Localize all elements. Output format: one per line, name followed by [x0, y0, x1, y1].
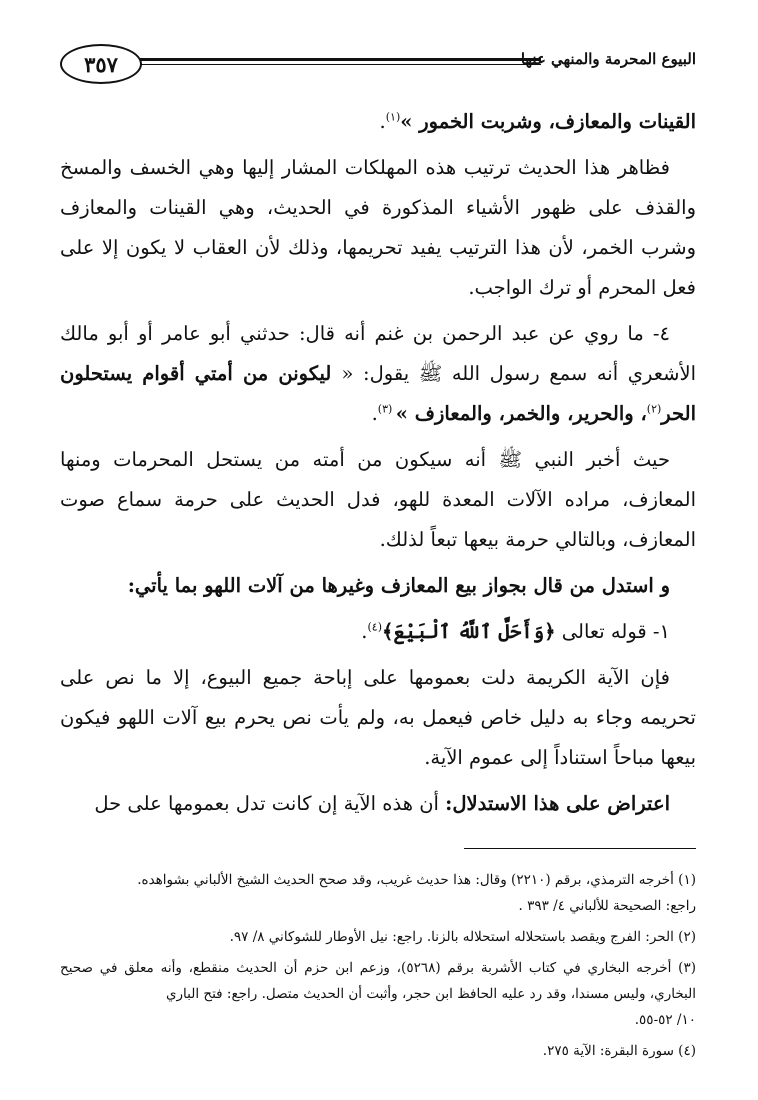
page-number: ٣٥٧	[60, 44, 142, 84]
hadith-text: القينات والمعازف، وشربت الخمور »	[400, 110, 696, 133]
footnote-separator	[464, 848, 696, 849]
paragraph-8: اعتراض على هذا الاستدلال: أن هذه الآية إن كانت تدل بعمومها على حل	[94, 792, 670, 815]
paragraph-3: ٤- ما روي عن عبد الرحمن بن غنم أنه قال: حدثني أبو عامر أو أبو مالك الأشعري أنه سمع رسول الله ﷺ يقول: « ليكونن من أمتي أقوام يستحلون الحر$^{(٢)}$، والحرير، والخمر، والمعازف » $^{(٣)}$.	[60, 322, 697, 425]
footnote-3: (٣) أخرجه البخاري في كتاب الأشربة برقم (٥٢٦٨)، وزعم ابن حزم أن الحديث منقطع، وأنه معلق في صحيح البخاري، وليس مسندا، وقد رد عليه الحافظ ابن حجر، وأثبت أن الحديث متصل. راجع: فتح الباري ١٠/ ٥٢-٥٥.	[60, 960, 696, 1028]
footnote-ref-3: (٣)	[377, 402, 396, 416]
footnote-ref-1: (١)	[385, 110, 401, 124]
header-rule	[130, 58, 541, 65]
book-page	[60, 38, 696, 1100]
footnote-1: (١) أخرجه الترمذي، برقم (٢٢١٠) وقال: هذا حديث غريب، وقد صحح الحديث الشيخ الألباني بشواهده. راجع: الصحيحة للألباني ٤/ ٣٩٣ .	[137, 872, 696, 914]
paragraph-1: القينات والمعازف، وشربت الخمور »$^{(١)}$.	[379, 110, 696, 133]
hadith-quote: ليكونن من أمتي أقوام يستحلون الحر	[60, 362, 696, 425]
paragraph-2: فظاهر هذا الحديث ترتيب هذه المهلكات المشار إليها وهي الخسف والمسخ والقذف على ظهور الأشياء المذكورة في الحديث، وهي القينات والمعازف وشرب الخمر، لأن هذا الترتيب يفيد تحريمها، وذلك لأن العقاب لا يكون إلا على فعل المحرم أو ترك الواجب.	[60, 156, 696, 299]
section-heading: و استدل من قال بجواز بيع المعازف وغيرها من آلات اللهو بما يأتي:	[127, 574, 670, 597]
footnote-2: (٢) الحر: الفرج ويقصد باستحلاله استحلاله بالزنا. راجع: نيل الأوطار للشوكاني ٨/ ٩٧.	[229, 929, 696, 945]
paragraph-6: ١- قوله تعالى ﴿وَأَحَلَّ ٱللَّهُ ٱلْبَيْعَ﴾$^{(٤)}$.	[361, 620, 670, 643]
objection-label: اعتراض على هذا الاستدلال:	[445, 792, 670, 815]
page-header	[60, 38, 696, 90]
quran-verse: ﴿وَأَحَلَّ ٱللَّهُ ٱلْبَيْعَ﴾	[382, 620, 556, 643]
main-text	[60, 102, 696, 824]
footnote-ref-2: (٢)	[646, 402, 662, 416]
footnote-4: (٤) سورة البقرة: الآية ٢٧٥.	[542, 1043, 696, 1059]
footnotes	[60, 867, 696, 1064]
paragraph-7: فإن الآية الكريمة دلت بعمومها على إباحة جميع البيوع، إلا ما نص على تحريمه وجاء به دليل خاص فيعمل به، ولم يأت نص يحرم بيع آلات اللهو فيكون بيعها مباحاً استناداً إلى عموم الآية.	[60, 666, 696, 769]
running-title: البيوع المحرمة والمنهي عنها	[520, 50, 696, 68]
paragraph-4: حيث أخبر النبي ﷺ أنه سيكون من أمته من يستحل المحرمات ومنها المعازف، مراده الآلات المعدة للهو، فدل الحديث على حرمة سماع صوت المعازف، وبالتالي حرمة بيعها تبعاً لذلك.	[60, 448, 696, 551]
footnote-ref-4: (٤)	[367, 620, 383, 634]
